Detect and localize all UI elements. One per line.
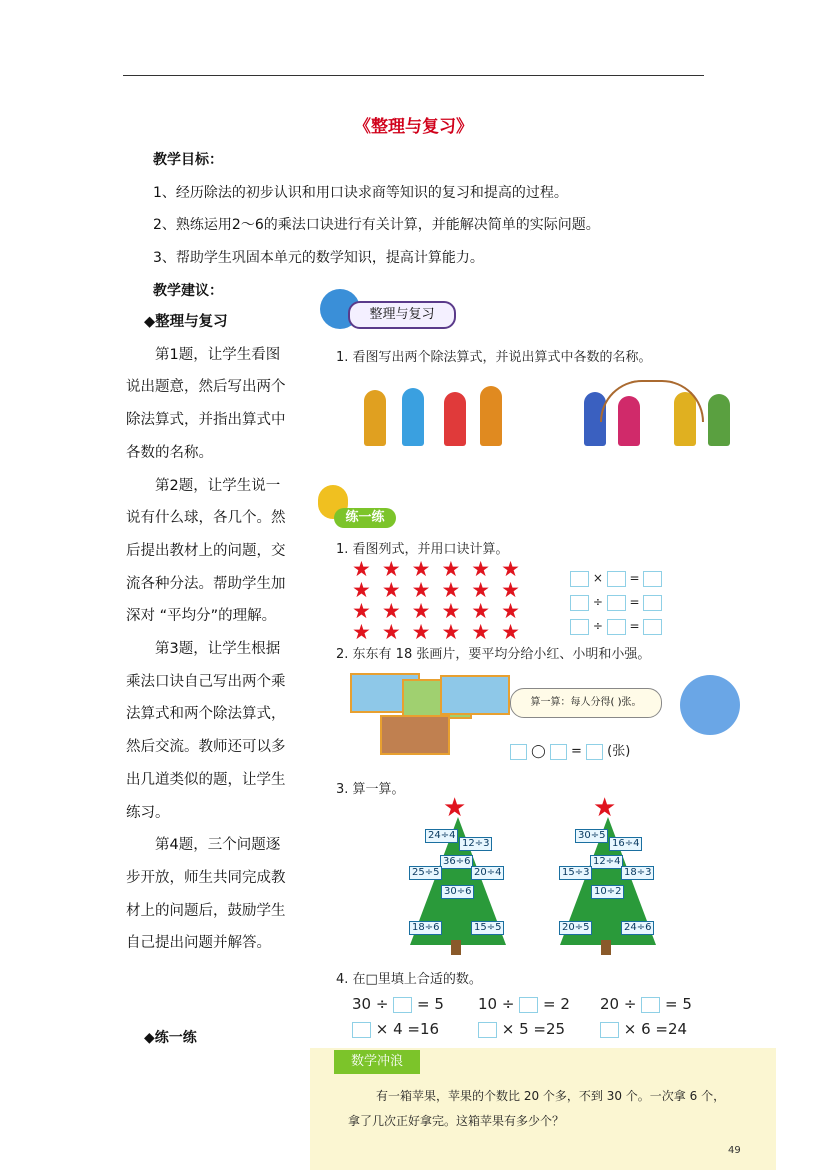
header-rule [123, 75, 704, 76]
practice-2-equation: ◯ = (张) [510, 740, 630, 760]
practice-banner: 练一练 [334, 508, 396, 528]
teaching-notes [126, 306, 291, 960]
textbook-page: 整理与复习 1. 看图写出两个除法算式，并说出算式中各数的名称。 练一练 1. 看图列式，并用口诀计算。 ★★★★★★ ★★★★★★ ★★★★★★ ★★★★★★ × = ÷ = ÷ = 2. 东东有 18 张画片，要平均分给小红、小明和小强。 算一算：每人分得( )张。 ◯ = (张) 3. 算一算。 ★ 24÷4 12÷3 36÷6 25÷5 20÷4 30÷6 18÷6 15÷5 ★ 30÷5 16÷4 12÷4 15÷3 18÷3 10÷2 20÷5 24÷6 4. 在□里填上合适的数。 30 ÷ = 5 10 ÷ = 2 20 ÷ = 5 × 4 =16 × 5 =25 × 6 =24 数学冲浪 有一箱苹果，苹果的个数比 20 个多，不到 30 个。一次拿 6 个， 拿了几次正好拿完。这箱苹果有多少个？ 49 [310, 285, 780, 1170]
cat-mascot-icon [680, 675, 740, 735]
star-icon: ★ [593, 793, 617, 823]
objectives-heading: 教学目标： [153, 152, 223, 168]
practice-1: 1. 看图列式，并用口诀计算。 [336, 542, 509, 557]
objective-2: 2、熟练运用2～6的乘法口诀进行有关计算，并能解决简单的实际问题。 [153, 217, 600, 233]
page-number: 49 [728, 1145, 741, 1156]
practice-4: 4. 在□里填上合适的数。 [336, 972, 482, 987]
practice-3: 3. 算一算。 [336, 782, 405, 797]
star-icon: ★★★★★★ [352, 578, 531, 602]
page-title: 《整理与复习》 [354, 117, 473, 137]
question-1: 1. 看图写出两个除法算式，并说出算式中各数的名称。 [336, 350, 652, 365]
review-banner: 整理与复习 [348, 301, 456, 329]
section-heading-practice: ◆练一练 [144, 1030, 197, 1046]
children-illustration [360, 380, 760, 455]
practice-1-blanks: × = ÷ = ÷ = [570, 566, 662, 638]
practice-2: 2. 东东有 18 张画片，要平均分给小红、小明和小强。 [336, 647, 651, 662]
star-icon: ★★★★★★ [352, 620, 531, 644]
speech-bubble: 算一算：每人分得( )张。 [510, 688, 662, 718]
note-paragraph: 第2题，让学生说一说有什么球，各几个。然后提出教材上的问题，交流各种分法。帮助学生加深对 “平均分”的理解。 [126, 477, 286, 625]
star-icon: ★ [443, 793, 467, 823]
picture-cards [350, 673, 505, 753]
objective-1: 1、经历除法的初步认识和用口诀求商等知识的复习和提高的过程。 [153, 185, 568, 201]
challenge-line-1: 有一箱苹果，苹果的个数比 20 个多，不到 30 个。一次拿 6 个， [376, 1089, 726, 1103]
section-heading-review: ◆整理与复习 [144, 314, 228, 330]
note-paragraph: 第3题，让学生根据乘法口诀自己写出两个乘法算式和两个除法算式，然后交流。教师还可以多出几道类似的题，让学生练习。 [126, 641, 286, 821]
challenge-banner: 数学冲浪 [334, 1050, 420, 1074]
christmas-tree-1: ★ 24÷4 12÷3 36÷6 25÷5 20÷4 30÷6 18÷6 15÷5 [405, 795, 510, 955]
star-grid [352, 559, 531, 643]
note-paragraph: 第1题，让学生看图说出题意，然后写出两个除法算式，并指出算式中各数的名称。 [126, 346, 286, 461]
objective-3: 3、帮助学生巩固本单元的数学知识，提高计算能力。 [153, 250, 484, 266]
suggestions-heading: 教学建议： [153, 283, 223, 299]
star-icon: ★★★★★★ [352, 599, 531, 623]
challenge-line-2: 拿了几次正好拿完。这箱苹果有多少个？ [348, 1114, 565, 1128]
christmas-tree-2: ★ 30÷5 16÷4 12÷4 15÷3 18÷3 10÷2 20÷5 24÷6 [555, 795, 660, 955]
star-icon: ★★★★★★ [352, 557, 531, 581]
note-paragraph: 第4题，三个问题逐步开放，师生共同完成教材上的问题后，鼓励学生自己提出问题并解答。 [126, 837, 286, 952]
